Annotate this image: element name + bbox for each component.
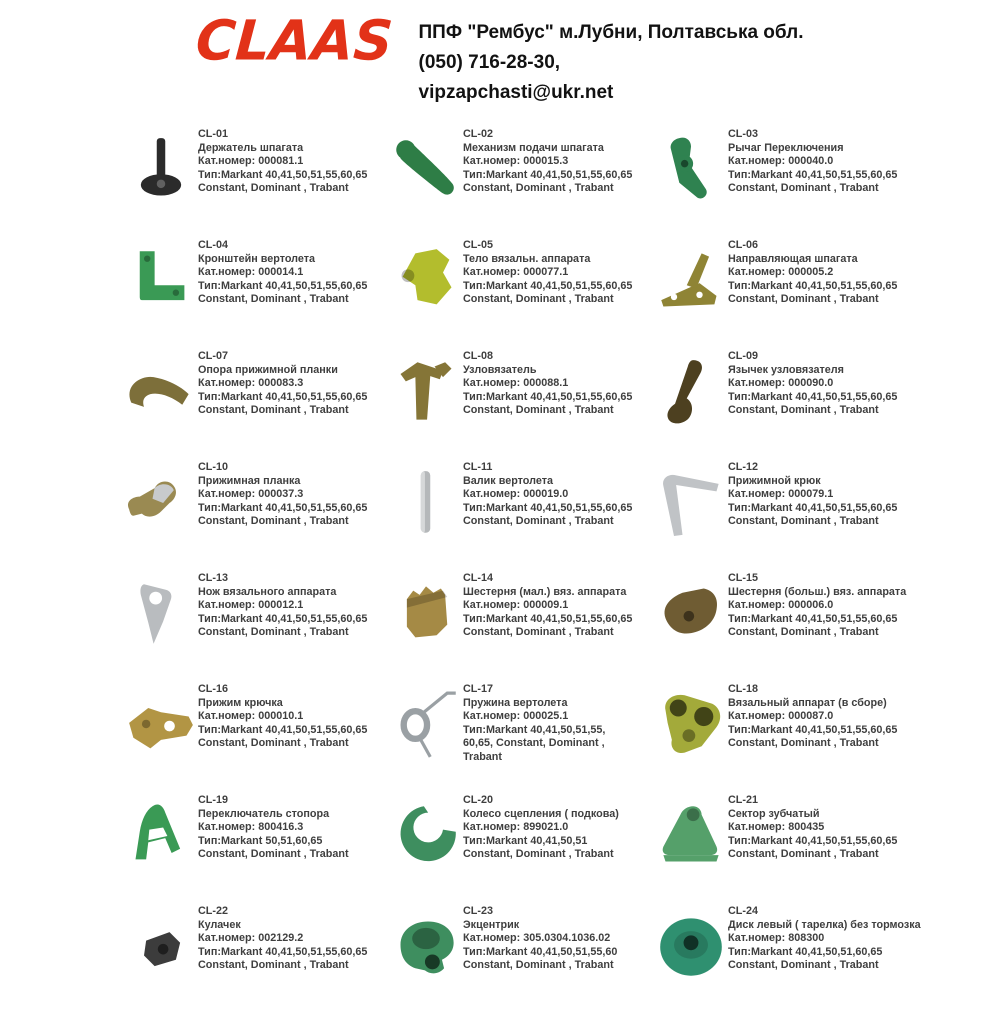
part-detail-line: Тип:Markant 40,41,50,51,55,60,65 — [198, 168, 368, 181]
part-photo-icon — [389, 903, 463, 989]
part-info — [463, 348, 632, 418]
part-detail-line: Constant, Dominant , Trabant — [463, 404, 614, 417]
part-detail-line: Кат.номер: 000079.1 — [728, 488, 834, 501]
part-detail-line: Кат.номер: 000025.1 — [463, 710, 569, 723]
part-lines — [728, 155, 897, 196]
part-name: Нож вязального аппарата — [198, 585, 337, 598]
part-code: CL-08 — [463, 350, 493, 362]
part-photo-icon — [654, 126, 728, 212]
part-detail-line: Кат.номер: 000009.1 — [463, 599, 569, 612]
catalog-item — [124, 681, 389, 792]
part-info — [198, 681, 367, 751]
part-info — [463, 570, 632, 640]
part-detail-line: Тип:Markant 40,41,50,51,55,60,65 — [198, 945, 368, 958]
catalog-item — [654, 459, 999, 570]
part-lines — [728, 710, 897, 751]
part-detail-line: Кат.номер: 808300 — [728, 932, 825, 945]
catalog-item — [654, 126, 999, 237]
catalog-item — [389, 459, 654, 570]
part-photo-icon — [124, 459, 198, 545]
catalog-item — [654, 903, 999, 1014]
part-detail-line: Constant, Dominant , Trabant — [728, 737, 879, 750]
part-detail-line: Кат.номер: 899021.0 — [463, 821, 569, 834]
part-lines — [198, 599, 367, 640]
catalog-item — [389, 126, 654, 237]
part-detail-line: Constant, Dominant , Trabant — [198, 737, 349, 750]
part-photo-icon — [124, 570, 198, 656]
part-lines — [463, 377, 632, 418]
part-code: CL-01 — [198, 128, 228, 140]
part-code: CL-10 — [198, 461, 228, 473]
part-info — [463, 792, 619, 862]
part-name: Опора прижимной планки — [198, 363, 338, 376]
part-photo-icon — [654, 459, 728, 545]
part-detail-line: Constant, Dominant , Trabant — [463, 182, 614, 195]
part-name: Механизм подачи шпагата — [463, 141, 604, 154]
catalog-item — [389, 903, 654, 1014]
part-detail-line: Тип:Markant 40,41,50,51,55,60,65 — [463, 390, 633, 403]
part-lines — [198, 266, 367, 307]
part-detail-line: Кат.номер: 000087.0 — [728, 710, 834, 723]
part-detail-line: Тип:Markant 40,41,50,51,55,60,65 — [198, 501, 368, 514]
catalog-item — [124, 459, 389, 570]
part-detail-line: Тип:Markant 40,41,50,51,55,60 — [463, 945, 618, 958]
part-detail-line: Тип:Markant 40,41,50,51,55,60,65 — [463, 168, 633, 181]
part-info — [728, 126, 897, 196]
part-name: Диск левый ( тарелка) без тормозка — [728, 918, 921, 931]
part-code: CL-21 — [728, 794, 758, 806]
part-info — [198, 459, 367, 529]
part-lines — [198, 710, 367, 751]
part-name: Кронштейн вертолета — [198, 252, 316, 265]
part-detail-line: Constant, Dominant , Trabant — [728, 404, 879, 417]
part-photo-icon — [124, 903, 198, 989]
claas-logo: CLAAS — [193, 8, 395, 73]
part-info — [728, 237, 897, 307]
part-detail-line: Кат.номер: 000014.1 — [198, 266, 304, 279]
part-detail-line: Кат.номер: 000081.1 — [198, 155, 304, 168]
part-detail-line: Кат.номер: 000010.1 — [198, 710, 304, 723]
catalog-item — [124, 237, 389, 348]
page-header — [193, 8, 1000, 108]
part-code: CL-04 — [198, 239, 228, 251]
catalog-item — [654, 570, 999, 681]
part-detail-line: Кат.номер: 800435 — [728, 821, 825, 834]
catalog-item — [389, 681, 654, 792]
part-lines — [463, 821, 619, 862]
items-grid — [124, 126, 1000, 1014]
part-detail-line: Кат.номер: 000077.1 — [463, 266, 569, 279]
part-detail-line: Constant, Dominant , Trabant — [198, 959, 349, 972]
part-code: CL-12 — [728, 461, 758, 473]
part-photo-icon — [654, 792, 728, 878]
part-detail-line: Кат.номер: 000012.1 — [198, 599, 304, 612]
part-detail-line: Кат.номер: 000083.3 — [198, 377, 304, 390]
part-code: CL-24 — [728, 905, 758, 917]
part-detail-line: Тип:Markant 40,41,50,51 — [463, 834, 588, 847]
contact-block — [419, 16, 804, 108]
part-code: CL-17 — [463, 683, 493, 695]
part-lines — [198, 155, 367, 196]
part-code: CL-07 — [198, 350, 228, 362]
part-info — [728, 570, 906, 640]
part-photo-icon — [654, 681, 728, 767]
part-lines — [463, 266, 632, 307]
part-lines — [728, 821, 897, 862]
part-detail-line: Тип:Markant 40,41,50,51,55, — [463, 723, 606, 736]
part-detail-line: Constant, Dominant , Trabant — [198, 626, 349, 639]
part-lines — [463, 932, 617, 973]
part-info — [198, 570, 367, 640]
part-code: CL-11 — [463, 461, 493, 473]
part-code: CL-15 — [728, 572, 758, 584]
part-name: Узловязатель — [463, 363, 537, 376]
part-detail-line: Тип:Markant 40,41,50,51,60,65 — [728, 945, 883, 958]
part-detail-line: Constant, Dominant , Trabant — [728, 848, 879, 861]
part-detail-line: Тип:Markant 40,41,50,51,55,60,65 — [463, 279, 633, 292]
part-lines — [728, 377, 897, 418]
part-code: CL-23 — [463, 905, 493, 917]
part-info — [728, 459, 897, 529]
part-info — [198, 348, 367, 418]
part-info — [463, 903, 617, 973]
part-name: Экцентрик — [463, 918, 520, 931]
part-detail-line: Тип:Markant 40,41,50,51,55,60,65 — [198, 390, 368, 403]
part-detail-line: Trabant — [463, 750, 502, 763]
part-detail-line: Тип:Markant 40,41,50,51,55,60,65 — [728, 279, 898, 292]
part-detail-line: Constant, Dominant , Trabant — [463, 626, 614, 639]
part-photo-icon — [124, 348, 198, 434]
part-detail-line: Тип:Markant 40,41,50,51,55,60,65 — [198, 723, 368, 736]
part-detail-line: Constant, Dominant , Trabant — [728, 959, 879, 972]
part-name: Прижимной крюк — [728, 474, 821, 487]
part-name: Прижим крючка — [198, 696, 283, 709]
catalog-item — [389, 348, 654, 459]
part-code: CL-09 — [728, 350, 758, 362]
part-detail-line: Кат.номер: 305.0304.1036.02 — [463, 932, 611, 945]
contact-line: ППФ "Рембус" м.Лубни, Полтавська обл. — [418, 22, 804, 43]
part-detail-line: Кат.номер: 000005.2 — [728, 266, 834, 279]
part-lines — [728, 932, 921, 973]
part-detail-line: Constant, Dominant , Trabant — [728, 293, 879, 306]
part-detail-line: Кат.номер: 000037.3 — [198, 488, 304, 501]
part-info — [463, 237, 632, 307]
part-lines — [463, 488, 632, 529]
part-detail-line: Кат.номер: 000040.0 — [728, 155, 834, 168]
part-photo-icon — [389, 126, 463, 212]
part-lines — [463, 710, 605, 764]
part-detail-line: Constant, Dominant , Trabant — [198, 293, 349, 306]
part-info — [728, 792, 897, 862]
part-code: CL-22 — [198, 905, 228, 917]
part-photo-icon — [124, 681, 198, 767]
part-detail-line: Кат.номер: 000019.0 — [463, 488, 569, 501]
part-detail-line: Constant, Dominant , Trabant — [463, 848, 614, 861]
part-detail-line: Тип:Markant 50,51,60,65 — [198, 834, 323, 847]
part-detail-line: Constant, Dominant , Trabant — [198, 404, 349, 417]
part-detail-line: Тип:Markant 40,41,50,51,55,60,65 — [728, 390, 898, 403]
part-lines — [198, 377, 367, 418]
part-code: CL-05 — [463, 239, 493, 251]
catalog-item — [124, 126, 389, 237]
part-detail-line: Тип:Markant 40,41,50,51,55,60,65 — [728, 168, 898, 181]
part-detail-line: Constant, Dominant , Trabant — [728, 626, 879, 639]
part-name: Рычаг Переключения — [728, 141, 844, 154]
contact-line: vipzapchasti@ukr.net — [418, 82, 614, 103]
part-lines — [198, 821, 349, 862]
part-detail-line: Кат.номер: 000015.3 — [463, 155, 569, 168]
part-detail-line: Constant, Dominant , Trabant — [198, 182, 349, 195]
part-name: Язычек узловязателя — [728, 363, 844, 376]
part-detail-line: Constant, Dominant , Trabant — [463, 515, 614, 528]
part-detail-line: Тип:Markant 40,41,50,51,55,60,65 — [198, 612, 368, 625]
part-code: CL-19 — [198, 794, 228, 806]
part-name: Колесо сцепления ( подкова) — [463, 807, 619, 820]
part-lines — [463, 599, 632, 640]
part-info — [198, 126, 367, 196]
part-code: CL-14 — [463, 572, 493, 584]
part-info — [198, 792, 349, 862]
catalog-item — [124, 348, 389, 459]
part-photo-icon — [389, 459, 463, 545]
part-lines — [198, 932, 367, 973]
part-lines — [198, 488, 367, 529]
part-detail-line: Тип:Markant 40,41,50,51,55,60,65 — [463, 501, 633, 514]
part-photo-icon — [389, 792, 463, 878]
catalog-item — [654, 681, 999, 792]
part-code: CL-02 — [463, 128, 493, 140]
part-info — [198, 237, 367, 307]
part-detail-line: Кат.номер: 000006.0 — [728, 599, 834, 612]
part-code: CL-13 — [198, 572, 228, 584]
part-photo-icon — [124, 237, 198, 323]
catalog-item — [124, 792, 389, 903]
catalog-item — [654, 237, 999, 348]
part-info — [463, 681, 605, 765]
catalog-item — [654, 792, 999, 903]
part-detail-line: Тип:Markant 40,41,50,51,55,60,65 — [728, 612, 898, 625]
catalog-item — [124, 570, 389, 681]
part-detail-line: Тип:Markant 40,41,50,51,55,60,65 — [728, 723, 898, 736]
part-detail-line: Constant, Dominant , Trabant — [463, 959, 614, 972]
part-detail-line: Кат.номер: 000088.1 — [463, 377, 569, 390]
part-detail-line: 60,65, Constant, Dominant , — [463, 737, 605, 750]
part-detail-line: Constant, Dominant , Trabant — [728, 515, 879, 528]
part-info — [463, 126, 632, 196]
part-detail-line: Constant, Dominant , Trabant — [728, 182, 879, 195]
part-name: Шестерня (мал.) вяз. аппарата — [463, 585, 627, 598]
part-detail-line: Constant, Dominant , Trabant — [198, 515, 349, 528]
part-code: CL-16 — [198, 683, 228, 695]
part-detail-line: Тип:Markant 40,41,50,51,55,60,65 — [463, 612, 633, 625]
part-name: Пружина вертолета — [463, 696, 568, 709]
part-name: Тело вязальн. аппарата — [463, 252, 591, 265]
part-detail-line: Тип:Markant 40,41,50,51,55,60,65 — [728, 834, 898, 847]
part-photo-icon — [654, 237, 728, 323]
part-code: CL-06 — [728, 239, 758, 251]
catalog-item — [389, 570, 654, 681]
part-detail-line: Тип:Markant 40,41,50,51,55,60,65 — [728, 501, 898, 514]
part-detail-line: Кат.номер: 800416.3 — [198, 821, 304, 834]
part-name: Шестерня (больш.) вяз. аппарата — [728, 585, 907, 598]
part-name: Валик вертолета — [463, 474, 553, 487]
part-photo-icon — [654, 570, 728, 656]
part-info — [728, 903, 921, 973]
part-photo-icon — [124, 126, 198, 212]
part-photo-icon — [654, 348, 728, 434]
part-info — [463, 459, 632, 529]
contact-line: (050) 716-28-30, — [418, 52, 561, 73]
part-name: Переключатель стопора — [198, 807, 330, 820]
part-photo-icon — [654, 903, 728, 989]
part-code: CL-18 — [728, 683, 758, 695]
part-name: Сектор зубчатый — [728, 807, 820, 820]
part-info — [728, 681, 897, 751]
part-detail-line: Кат.номер: 002129.2 — [198, 932, 304, 945]
part-lines — [728, 488, 897, 529]
part-detail-line: Constant, Dominant , Trabant — [463, 293, 614, 306]
part-name: Направляющая шпагата — [728, 252, 858, 265]
part-name: Кулачек — [198, 918, 241, 931]
part-lines — [728, 266, 897, 307]
part-detail-line: Кат.номер: 000090.0 — [728, 377, 834, 390]
part-info — [728, 348, 897, 418]
part-name: Вязальный аппарат (в сборе) — [728, 696, 887, 709]
part-code: CL-03 — [728, 128, 758, 140]
part-photo-icon — [389, 348, 463, 434]
part-photo-icon — [389, 681, 463, 767]
part-detail-line: Constant, Dominant , Trabant — [198, 848, 349, 861]
part-code: CL-20 — [463, 794, 493, 806]
part-name: Прижимная планка — [198, 474, 301, 487]
catalog-item — [389, 792, 654, 903]
part-info — [198, 903, 367, 973]
catalog-item — [654, 348, 999, 459]
catalog-item — [124, 903, 389, 1014]
part-name: Держатель шпагата — [198, 141, 304, 154]
part-detail-line: Тип:Markant 40,41,50,51,55,60,65 — [198, 279, 368, 292]
part-photo-icon — [389, 237, 463, 323]
part-photo-icon — [124, 792, 198, 878]
catalog-item — [389, 237, 654, 348]
part-lines — [728, 599, 906, 640]
part-lines — [463, 155, 632, 196]
part-photo-icon — [389, 570, 463, 656]
